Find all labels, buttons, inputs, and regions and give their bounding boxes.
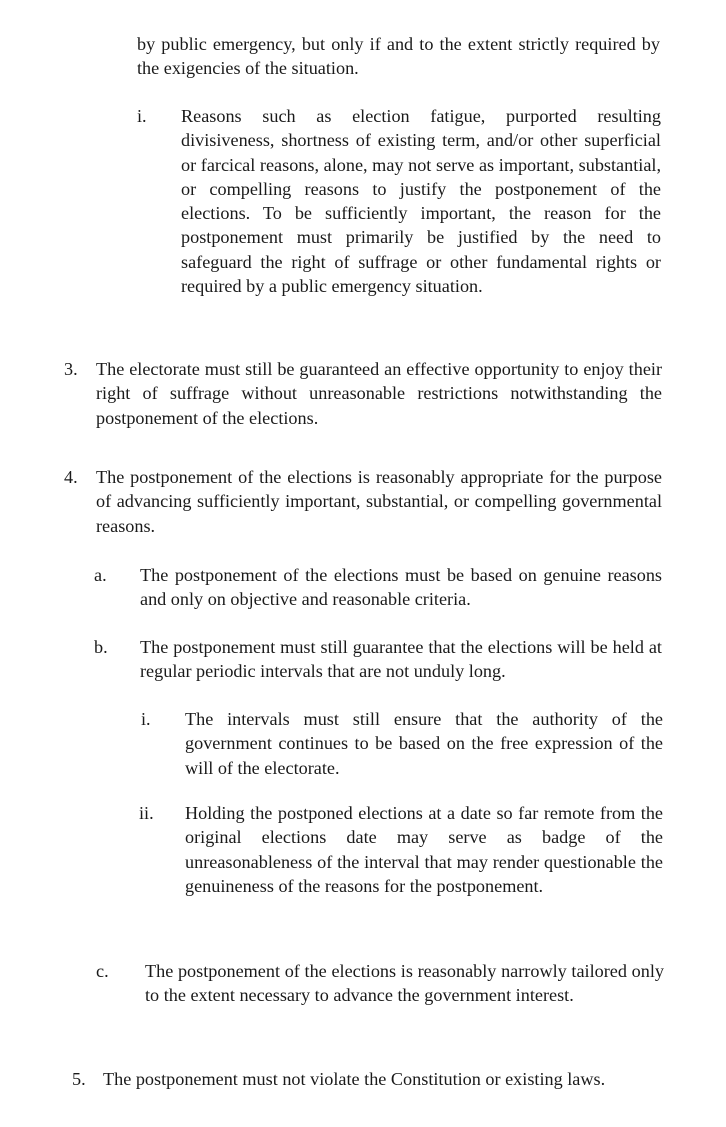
item-3-marker: 3.	[64, 359, 78, 379]
item-4b-text: The postponement must still guarantee that the elections will be held at regular periodic intervals that are not unduly long.	[140, 637, 662, 682]
item-4b-i-text: The intervals must still ensure that the authority of the government continues to be based on the free expression of the will of the electorate.	[185, 709, 663, 778]
item-4c-text: The postponement of the elections is reasonably narrowly tailored only to the extent necessary to advance the government interest.	[145, 961, 664, 1006]
item-4-text: The postponement of the elections is reasonably appropriate for the purpose of advancing sufficiently important, substantial, or compelling governmental reasons.	[96, 467, 662, 536]
item-3-text: The electorate must still be guaranteed an effective opportunity to enjoy their right of suffrage without unreasonable restrictions notwithstanding the postponement of the elections.	[96, 359, 662, 428]
item-4b-marker: b.	[94, 637, 108, 657]
item-4b-ii-text: Holding the postponed elections at a date so far remote from the original elections date may serve as badge of the unreasonableness of the interval that may render questionable the genuineness of the reasons for the postponement.	[185, 803, 663, 896]
item-4b-i-marker: i.	[141, 709, 151, 729]
item-4-marker: 4.	[64, 467, 78, 487]
item-5-marker: 5.	[72, 1069, 86, 1089]
item-5-text: The postponement must not violate the Constitution or existing laws.	[103, 1069, 606, 1089]
sub-item-i-text: Reasons such as election fatigue, purported resulting divisiveness, shortness of existing term, and/or other superficial or farcical reasons, alone, may not serve as important, substantial, or compelling reasons to justify the postponement of the elections. To be sufficiently important, the reason for the postponement must primarily be justified by the need to safeguard the right of suffrage or other fundamental rights or required by a public emergency situation.	[181, 106, 661, 297]
item-4a-marker: a.	[94, 565, 107, 585]
item-4c-marker: c.	[96, 961, 109, 981]
item-4a-text: The postponement of the elections must be based on genuine reasons and only on objective and reasonable criteria.	[140, 565, 662, 610]
item-4b-ii-marker: ii.	[139, 803, 154, 823]
continuation-paragraph: by public emergency, but only if and to the extent strictly required by the exigencies of the situation.	[137, 34, 660, 79]
sub-item-i-marker: i.	[137, 106, 147, 126]
